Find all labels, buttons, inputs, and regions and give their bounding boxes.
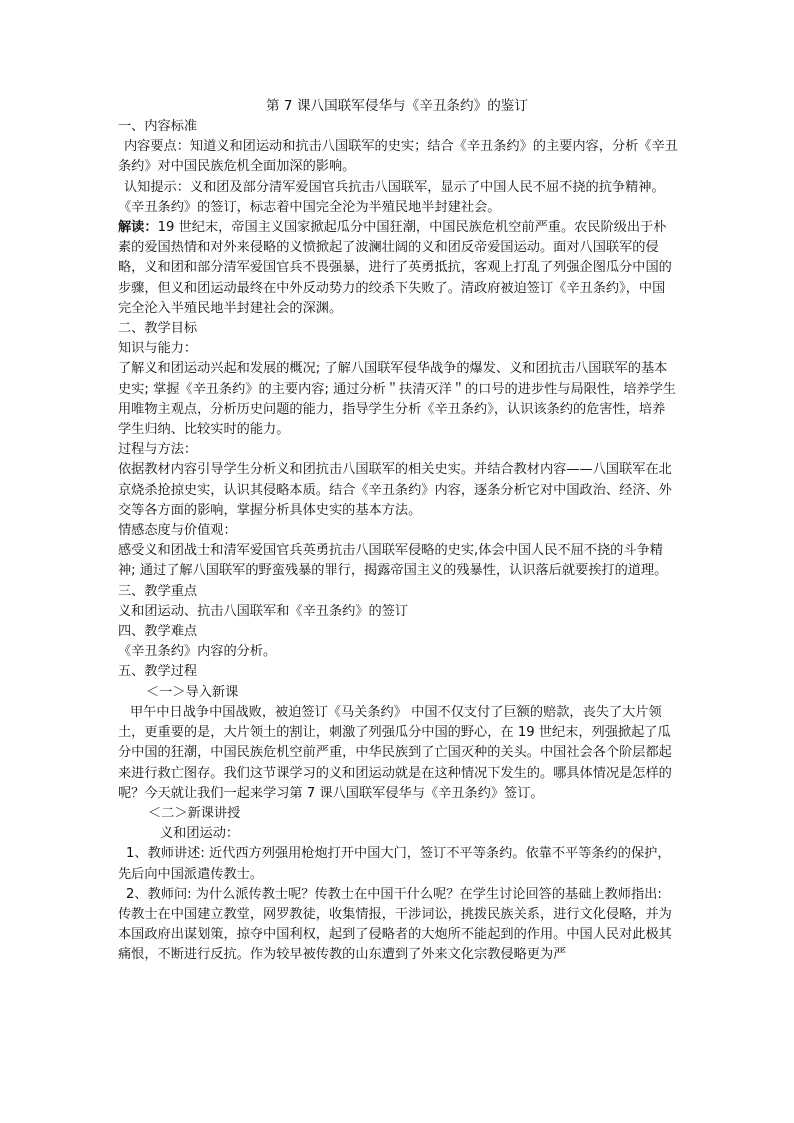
paragraph: 甲午中日战争中国战败，被迫签订《马关条约》 中国不仅支付了巨额的赔款，丧失了大片领土，更重要的是，大片领土的割让，刺激了列强瓜分中国的野心，在 19 世纪末，列强掀起了瓜分中国的狂潮，中国民族危机空前严重，中华民族到了亡国灭种的关头。中国社会各个阶层都起来进行救亡图存。我们这节课学习的义和团运动就是在这种情况下发生的。哪具体情况是怎样的呢？今天就让我们一起来学习第 7 课八国联军侵华与《辛丑条约》签订。 xyxy=(118,704,672,801)
paragraph xyxy=(118,218,678,319)
paragraph: 义和团运动、抗击八国联军和《辛丑条约》的签订 xyxy=(118,603,409,619)
paragraph: 感受义和团战士和清军爱国官兵英勇抗击八国联军侵略的史实,体会中国人民不屈不挠的斗争精神; 通过了解八国联军的野蛮残暴的罪行，揭露帝国主义的残暴性，认识落后就要挨打的道理。 xyxy=(118,543,668,579)
paragraph: 了解义和团运动兴起和发展的概况; 了解八国联军侵华战争的爆发、义和团抗击八国联军的基本史实; 掌握《辛丑条约》的主要内容; 通过分析＂扶清灭洋＂的口号的进步性与局限性，培养学生用唯物主观点，分析历史问题的能力，指导学生分析《辛丑条约》，认识该条约的危害性，培养学生归纳、比较实时的能力。 xyxy=(118,361,676,438)
paragraph-text: 19 世纪末，帝国主义国家掀起瓜分中国狂潮，中国民族危机空前严重。农民阶级出于朴素的爱国热情和对外来侵略的义愤掀起了波澜壮阔的义和团反帝爱国运动。面对八国联军的侵略，义和团和部分清军爱国官兵不畏强暴，进行了英勇抵抗，客观上打乱了列强企图瓜分中国的步骤，但义和团运动最终在中外反动势力的绞杀下失败了。清政府被迫签订《辛丑条约》，中国完全沦入半殖民地半封建社会的深渊。 xyxy=(118,220,672,316)
list-item: 1、教师讲述: 近代西方列强用枪炮打开中国大门，签订不平等条约。依靠不平等条约的保护，先后向中国派遣传教士。 xyxy=(118,846,671,882)
subheading: 知识与能力： xyxy=(118,341,198,357)
document-body xyxy=(118,117,678,966)
subheading: ＜一＞导入新课 xyxy=(146,684,239,700)
subheading: 义和团运动： xyxy=(160,826,240,842)
subheading: ＜二＞新课讲授 xyxy=(148,805,241,821)
section-heading: 四、教学难点 xyxy=(118,624,198,640)
subheading: 情感态度与价值观： xyxy=(118,523,237,539)
list-item: 2、教师问: 为什么派传教士呢？传教士在中国干什么呢？在学生讨论回答的基础上教师指出: 传教士在中国建立教堂，网罗教徒，收集情报，干涉词讼，挑拨民族关系，进行文化侵略，并为本国政府出谋划策，掠夺中国利权，起到了侵略者的大炮所不能起到的作用。中国人民对此极其痛恨，不断进行反抗。作为较早被传教的山东遭到了外来文化宗教侵略更为严 xyxy=(118,886,672,963)
subheading: 过程与方法： xyxy=(118,442,198,458)
document-title: 第 7 课八国联军侵华与《辛丑条约》的鉴订 xyxy=(266,98,528,114)
paragraph: 内容要点：知道义和团运动和抗击八国联军的史实；结合《辛丑条约》的主要内容，分析《辛丑条约》对中国民族危机全面加深的影响。 xyxy=(118,139,678,175)
paragraph: 依据教材内容引导学生分析义和团抗击八国联军的相关史实。并结合教材内容——八国联军在北京烧杀抢掠史实，认识其侵略本质。结合《辛丑条约》内容，逐条分析它对中国政治、经济、外交等各方面的影响，掌握分析具体史实的基本方法。 xyxy=(118,462,672,518)
section-heading: 一、内容标准 xyxy=(118,119,198,134)
paragraph: 认知提示：义和团及部分清军爱国官兵抗击八国联军，显示了中国人民不屈不挠的抗争精神。《辛丑条约》的签订，标志着中国完全沦为半殖民地半封建社会。 xyxy=(118,179,665,215)
section-heading: 三、教学重点 xyxy=(118,583,198,599)
paragraph-label: 解读： xyxy=(118,220,158,236)
paragraph: 《辛丑条约》内容的分析。 xyxy=(118,644,277,660)
section-heading: 二、教学目标 xyxy=(118,321,198,337)
section-heading: 五、教学过程 xyxy=(118,664,198,680)
